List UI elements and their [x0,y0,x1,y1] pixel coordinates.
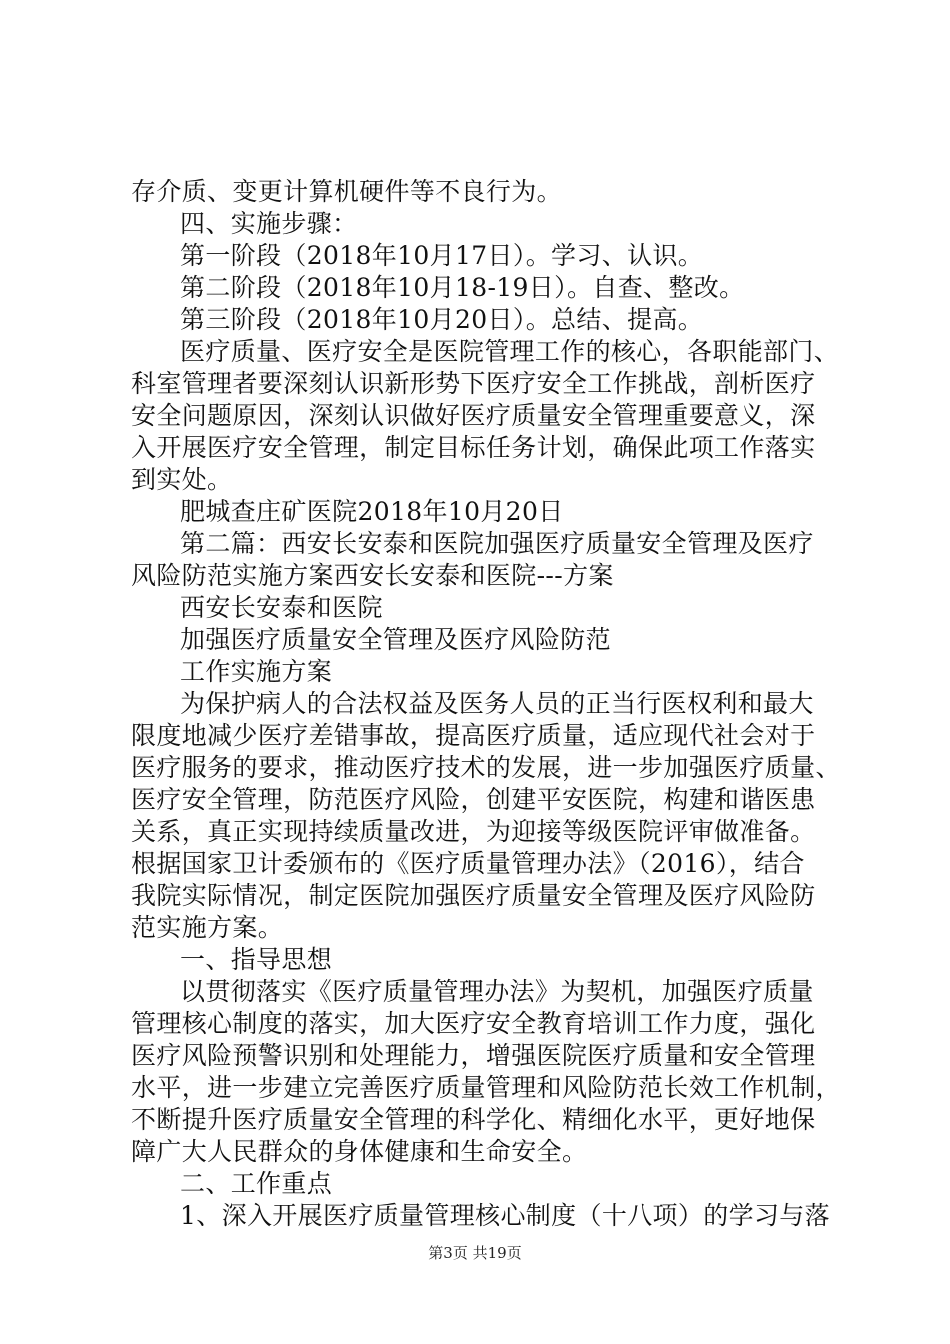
section-heading: 一、指导思想 [180,945,333,974]
text-line: 医疗质量、医疗安全是医院管理工作的核心，各职能部门、 [180,337,840,366]
text-line: 到实处。 [131,465,233,494]
text-line: 根据国家卫计委颁布的《医疗质量管理办法》（2016），结合 [131,849,805,878]
text-line: 科室管理者要深刻认识新形势下医疗安全工作挑战，剖析医疗 [131,369,816,398]
text-line: 为保护病人的合法权益及医务人员的正当行医权利和最大 [180,689,814,718]
text-line: 入开展医疗安全管理，制定目标任务计划，确保此项工作落实 [131,433,816,462]
document-title: 西安长安泰和医院 [180,593,383,622]
text-line: 关系，真正实现持续质量改进，为迎接等级医院评审做准备。 [131,817,816,846]
page-number: 第3页 共19页 [428,1244,522,1262]
document-title: 工作实施方案 [180,657,333,686]
section-heading: 二、工作重点 [180,1169,333,1198]
text-line: 管理核心制度的落实，加大医疗安全教育培训工作力度，强化 [131,1009,816,1038]
text-line: 存介质、变更计算机硬件等不良行为。 [131,177,562,206]
text-line: 安全问题原因，深刻认识做好医疗质量安全管理重要意义，深 [131,401,816,430]
text-line: 障广大人民群众的身体健康和生命安全。 [131,1137,588,1166]
text-line: 限度地减少医疗差错事故，提高医疗质量，适应现代社会对于 [131,721,816,750]
text-line: 1、深入开展医疗质量管理核心制度（十八项）的学习与落 [180,1201,831,1230]
text-line: 医疗安全管理，防范医疗风险，创建平安医院，构建和谐医患 [131,785,816,814]
text-line: 第二阶段（2018年10月18-19日）。自查、整改。 [180,273,745,302]
text-line: 不断提升医疗质量安全管理的科学化、精细化水平，更好地保 [131,1105,816,1134]
text-line: 范实施方案。 [131,913,284,942]
chapter-title: 风险防范实施方案西安长安泰和医院---方案 [131,561,614,590]
text-line: 以贯彻落实《医疗质量管理办法》为契机，加强医疗质量 [180,977,814,1006]
text-line: 第三阶段（2018年10月20日）。总结、提高。 [180,305,704,334]
signature-line: 肥城查庄矿医院2018年10月20日 [180,497,564,526]
text-line: 第一阶段（2018年10月17日）。学习、认识。 [180,241,704,270]
chapter-title: 第二篇：西安长安泰和医院加强医疗质量安全管理及医疗 [180,529,814,558]
text-line: 我院实际情况，制定医院加强医疗质量安全管理及医疗风险防 [131,881,816,910]
section-heading: 四、实施步骤： [180,209,358,238]
text-line: 水平，进一步建立完善医疗质量管理和风险防范长效工作机制， [131,1073,841,1102]
document-title: 加强医疗质量安全管理及医疗风险防范 [180,625,611,654]
text-line: 医疗服务的要求，推动医疗技术的发展，进一步加强医疗质量、 [131,753,841,782]
text-line: 医疗风险预警识别和处理能力，增强医院医疗质量和安全管理 [131,1041,816,1070]
